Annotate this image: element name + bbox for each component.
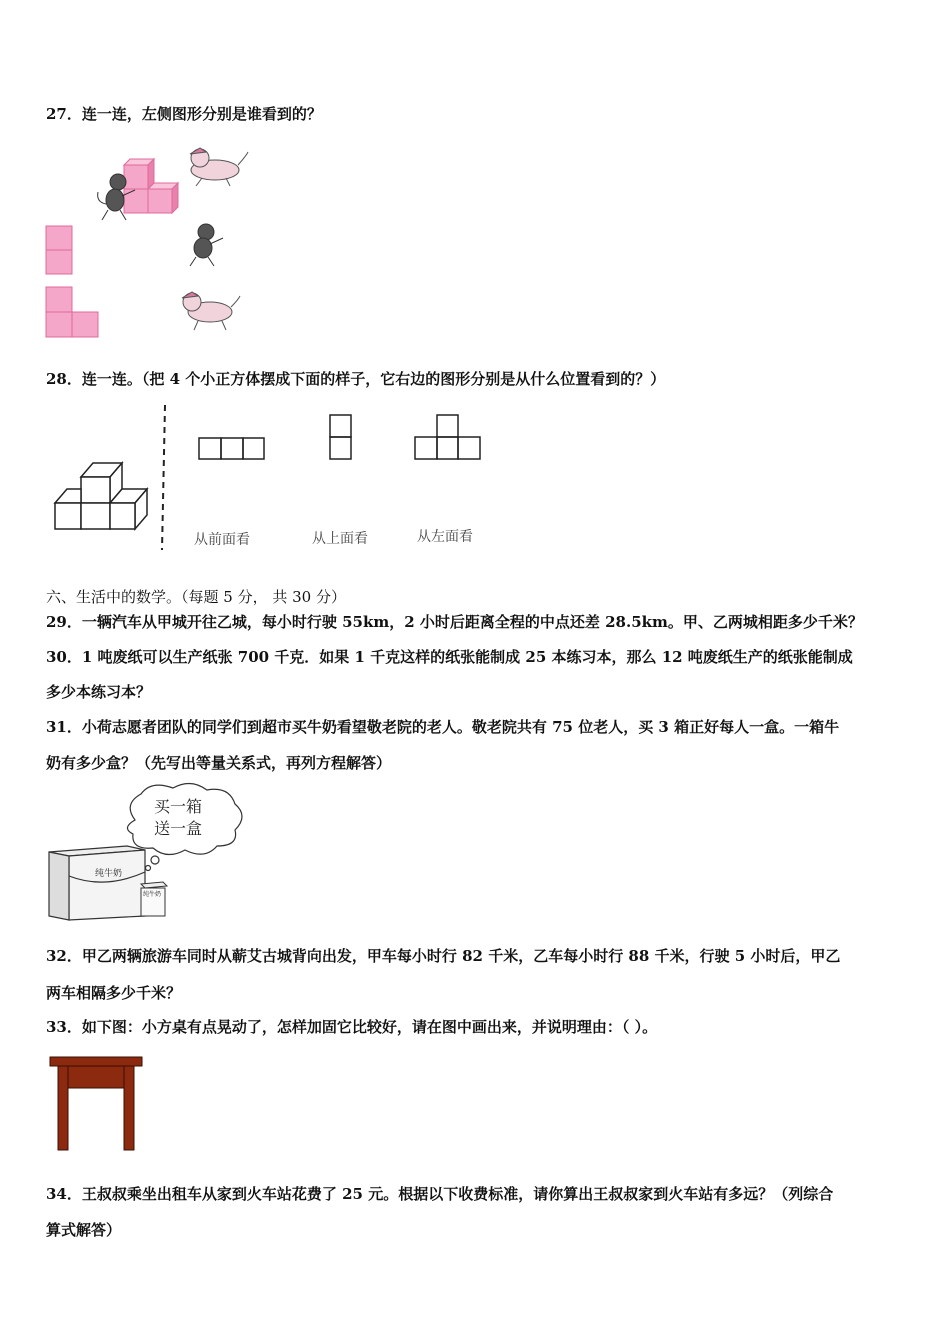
dashed-divider — [162, 405, 165, 550]
table-leg-right — [124, 1066, 134, 1150]
table-drawing — [48, 1055, 148, 1155]
q33-text: 33．如下图：小方桌有点晃动了，怎样加固它比较好，请在图中画出来，并说明理由：（ ）。 — [46, 1018, 658, 1036]
q31-figure — [45, 780, 255, 925]
q30-line2: 多少本练习本？ — [46, 683, 152, 701]
table-top — [50, 1057, 142, 1066]
q28-text: 28．连一连。（把 4 个小正方体摆成下面的样子，它右边的图形分别是从什么位置看到的？） — [46, 370, 666, 388]
view-two-vertical — [330, 415, 351, 459]
table-apron — [68, 1066, 124, 1088]
q31-line1: 31．小荷志愿者团队的同学们到超市买牛奶看望敬老院的老人。敬老院共有 75 位老人，买 3 箱正好每人一盒。一箱牛 — [46, 718, 840, 736]
q31-line2: 奶有多少盒？（先写出等量关系式，再列方程解答） — [46, 754, 392, 772]
q32-line1: 32．甲乙两辆旅游车同时从蕲艾古城背向出发，甲车每小时行 82 千米，乙车每小时行 88 千米，行驶 5 小时后，甲乙 — [46, 947, 841, 965]
pink-block-stack — [124, 159, 178, 213]
table-leg-left — [58, 1066, 68, 1150]
view-two-stacked — [46, 226, 72, 274]
label-front-view: 从前面看 — [194, 532, 250, 548]
bubble-line-1: 买一箱 — [154, 797, 203, 816]
milk-carton — [141, 882, 167, 916]
carton-label: 纯牛奶 — [143, 891, 162, 898]
monkey-icon — [190, 224, 223, 266]
q29-text: 29．一辆汽车从甲城开往乙城，每小时行驶 55km，2 小时后距离全程的中点还差 28.5km。甲、乙两城相距多少千米？ — [46, 613, 863, 631]
q30-line1: 30．1 吨废纸可以生产纸张 700 千克．如果 1 千克这样的纸张能制成 25 本练习本，那么 12 吨废纸生产的纸张能制成 — [46, 648, 853, 666]
box-label: 纯牛奶 — [95, 869, 123, 879]
milk-box — [49, 846, 145, 920]
q28-figure — [45, 400, 505, 555]
q32-line2: 两车相隔多少千米？ — [46, 984, 182, 1002]
bubble-line-2: 送一盒 — [154, 819, 203, 838]
q34-line1: 34．王叔叔乘坐出租车从家到火车站花费了 25 元。根据以下收费标准，请你算出王叔叔家到火车站有多远？（列综合 — [46, 1185, 834, 1203]
cube-arrangement — [55, 463, 147, 529]
view-three-row — [199, 438, 264, 459]
view-t-shape — [415, 415, 480, 459]
q27-text: 27．连一连，左侧图形分别是谁看到的？ — [46, 105, 322, 123]
dog-icon — [190, 148, 248, 186]
view-l-shape — [46, 287, 98, 337]
dog-icon — [182, 292, 240, 330]
q27-figure — [40, 130, 270, 345]
section-6-title: 六、生活中的数学。（每题 5 分， 共 30 分） — [46, 588, 346, 606]
q34-line2: 算式解答） — [46, 1221, 122, 1239]
label-left-view: 从左面看 — [417, 529, 473, 545]
label-top-view: 从上面看 — [312, 531, 368, 547]
